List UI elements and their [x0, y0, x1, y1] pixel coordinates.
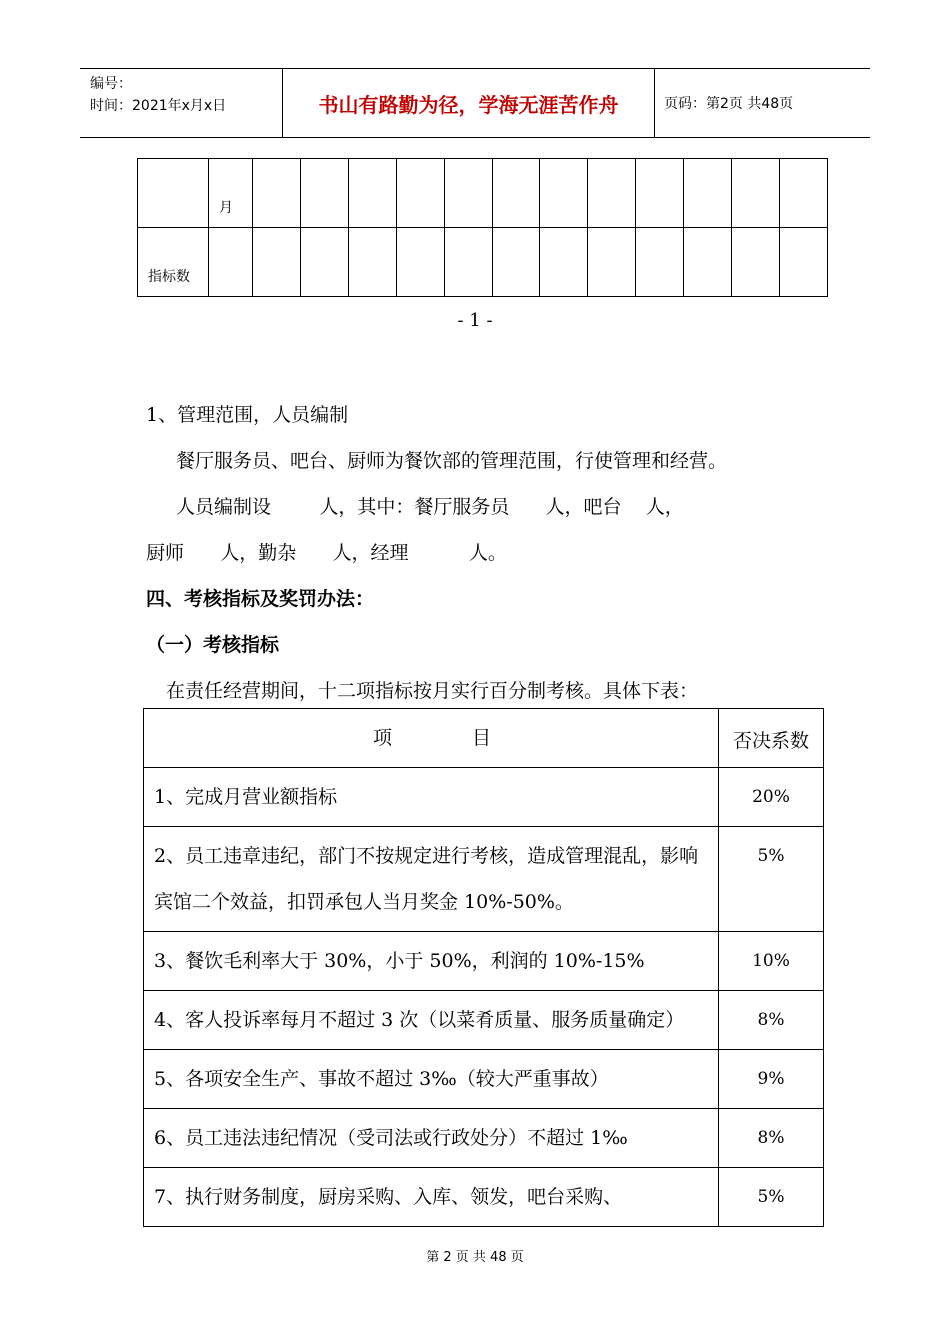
- grid-cell: [492, 159, 540, 228]
- header-divider: [654, 69, 655, 137]
- table-row: [144, 932, 824, 991]
- row-coef: 8%: [719, 991, 824, 1050]
- grid-cell: [253, 228, 301, 297]
- row-coef: 9%: [719, 1050, 824, 1109]
- section-subheading: 1、管理范围，人员编制: [146, 404, 349, 426]
- grid-cell: [588, 228, 636, 297]
- grid-cell: [396, 228, 444, 297]
- row-item: 1、完成月营业额指标: [144, 768, 719, 827]
- subsection-heading: （一）考核指标: [146, 634, 280, 656]
- table-row: [144, 768, 824, 827]
- table-row: [144, 1109, 824, 1168]
- grid-row-month: [138, 159, 828, 228]
- column-header-coef: 否决系数: [719, 709, 824, 768]
- table-row: [144, 827, 824, 932]
- row-item: 3、餐饮毛利率大于 30%，小于 50%，利润的 10%-15%: [144, 932, 719, 991]
- header-page-info: 页码：第2页 共48页: [664, 96, 794, 112]
- paragraph-intro: 在责任经营期间，十二项指标按月实行百分制考核。具体下表：: [166, 680, 699, 702]
- row-item: 4、客人投诉率每月不超过 3 次（以菜肴质量、服务质量确定）: [144, 991, 719, 1050]
- grid-cell: [396, 159, 444, 228]
- paragraph-staffing-cont: 厨师 人，勤杂 人，经理 人。: [146, 542, 507, 564]
- page-header: [80, 68, 870, 138]
- table-row: [144, 1168, 824, 1227]
- row-coef: 8%: [719, 1109, 824, 1168]
- header-motto: 书山有路勤为径，学海无涯苦作舟: [318, 92, 619, 117]
- grid-cell: [588, 159, 636, 228]
- grid-cell: [779, 159, 827, 228]
- row-item: 6、员工违法违纪情况（受司法或行政处分）不超过 1‰: [144, 1109, 719, 1168]
- grid-row-indicator: [138, 228, 828, 297]
- grid-cell-indicator-label: 指标数: [138, 228, 209, 297]
- row-coef: 10%: [719, 932, 824, 991]
- grid-cell: [540, 228, 588, 297]
- page-marker: - 1 -: [457, 310, 493, 331]
- grid-cell: [636, 228, 684, 297]
- table-row: [144, 1050, 824, 1109]
- grid-cell: [209, 228, 253, 297]
- row-coef: 5%: [719, 827, 824, 932]
- table-header-row: [144, 709, 824, 768]
- grid-cell-month-label: 月: [209, 159, 253, 228]
- grid-cell: [732, 228, 780, 297]
- grid-cell: [684, 228, 732, 297]
- time-label: 时间：2021年x月x日: [90, 98, 227, 114]
- grid-cell: [253, 159, 301, 228]
- header-meta: [90, 73, 226, 117]
- monthly-indicator-grid: [137, 158, 828, 297]
- row-item: 2、员工违章违纪，部门不按规定进行考核，造成管理混乱，影响宾馆二个效益，扣罚承包人当月奖金 10%-50%。: [144, 827, 719, 932]
- grid-cell: [684, 159, 732, 228]
- grid-cell: [444, 159, 492, 228]
- grid-cell: [444, 228, 492, 297]
- number-label: 编号：: [90, 76, 132, 92]
- column-header-item: 项 目: [144, 709, 719, 768]
- grid-cell: [348, 228, 396, 297]
- grid-cell: [732, 159, 780, 228]
- paragraph-staffing: 人员编制设 人，其中：餐厅服务员 人，吧台 人，: [176, 496, 684, 518]
- row-item: 5、各项安全生产、事故不超过 3‰（较大严重事故）: [144, 1050, 719, 1109]
- grid-cell: [492, 228, 540, 297]
- grid-cell: [300, 228, 348, 297]
- grid-cell: [540, 159, 588, 228]
- paragraph-scope: 餐厅服务员、吧台、厨师为餐饮部的管理范围，行使管理和经营。: [176, 450, 728, 472]
- section-heading: 四、考核指标及奖罚办法：: [146, 588, 375, 610]
- grid-cell: [636, 159, 684, 228]
- page-footer: 第 2 页 共 48 页: [426, 1250, 524, 1265]
- row-coef: 5%: [719, 1168, 824, 1227]
- row-item: 7、执行财务制度，厨房采购、入库、领发，吧台采购、: [144, 1168, 719, 1227]
- grid-cell: [348, 159, 396, 228]
- table-row: [144, 991, 824, 1050]
- grid-cell: [300, 159, 348, 228]
- assessment-table: [143, 708, 824, 1227]
- row-coef: 20%: [719, 768, 824, 827]
- grid-cell: [138, 159, 209, 228]
- grid-cell: [779, 228, 827, 297]
